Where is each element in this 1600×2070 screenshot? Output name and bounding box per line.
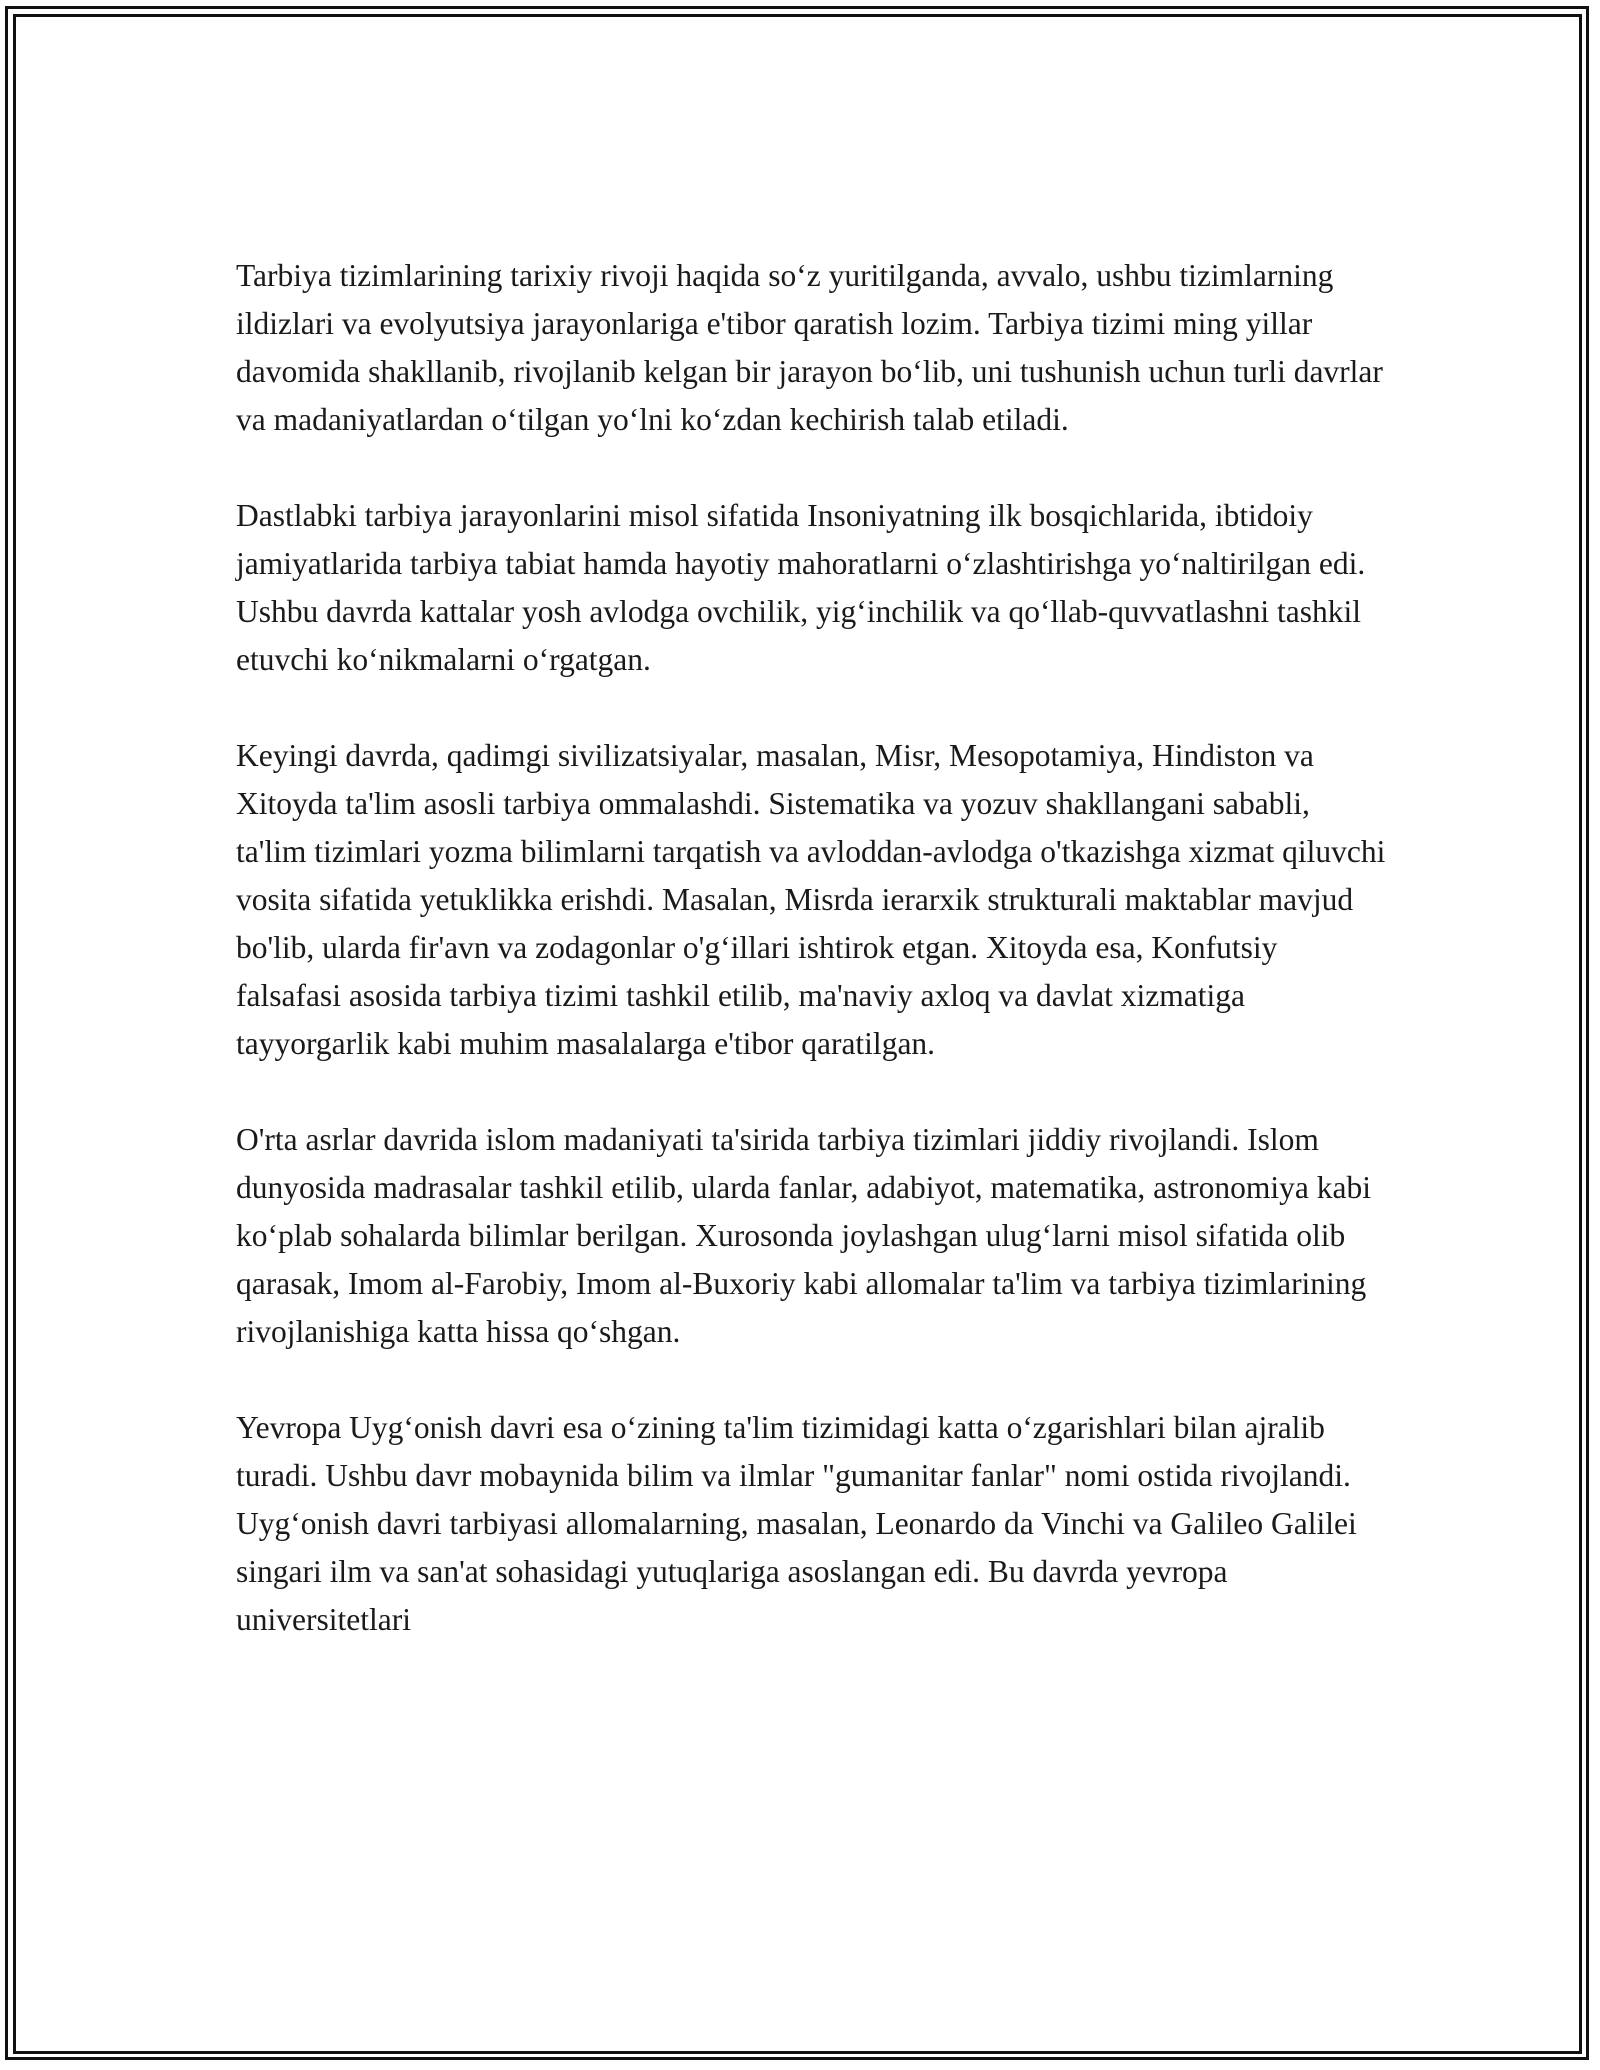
paragraph-2: Dastlabki tarbiya jarayonlarini misol sifatida Insoniyatning ilk bosqichlarida, ibtidoiy jamiyatlarida tarbiya tabiat hamda hayotiy mahoratlarni o‘zlashtirishga yo‘naltirilgan edi. Ushbu davrda kattalar yosh avlodga ovchilik, yig‘inchilik va qo‘llab-quvvatlashni tashkil etuvchi ko‘nikmalarni o‘rgatgan.	[236, 498, 1366, 677]
paragraph-5: Yevropa Uyg‘onish davri esa o‘zining ta'lim tizimidagi katta o‘zgarishlari bilan ajralib turadi. Ushbu davr mobaynida bilim va ilmlar "gumanitar fanlar" nomi ostida rivojlandi. Uyg‘onish davri tarbiyasi allomalarning, masalan, Leonardo da Vinchi va Galileo Galilei singari ilm va san'at sohasidagi yutuqlariga asoslangan edi. Bu davrda yevropa universitetlari	[236, 1410, 1357, 1637]
document-body	[236, 252, 1386, 1692]
paragraph-4: O'rta asrlar davrida islom madaniyati ta'sirida tarbiya tizimlari jiddiy rivojlandi. Islom dunyosida madrasalar tashkil etilib, ularda fanlar, adabiyot, matematika, astronomiya kabi ko‘plab sohalarda bilimlar berilgan. Xurosonda joylashgan ulug‘larni misol sifatida olib qarasak, Imom al-Farobiy, Imom al-Buxoriy kabi allomalar ta'lim va tarbiya tizimlarining rivojlanishiga katta hissa qo‘shgan.	[236, 1122, 1371, 1349]
paragraph-1: Tarbiya tizimlarining tarixiy rivoji haqida so‘z yuritilganda, avvalo, ushbu tizimlarning ildizlari va evolyutsiya jarayonlariga e'tibor qaratish lozim. Tarbiya tizimi ming yillar davomida shakllanib, rivojlanib kelgan bir jarayon bo‘lib, uni tushunish uchun turli davrlar va madaniyatlardan o‘tilgan yo‘lni ko‘zdan kechirish talab etiladi.	[236, 258, 1383, 437]
paragraph-3: Keyingi davrda, qadimgi sivilizatsiyalar, masalan, Misr, Mesopotamiya, Hindiston va Xitoyda ta'lim asosli tarbiya ommalashdi. Sistematika va yozuv shakllangani sababli, ta'lim tizimlari yozma bilimlarni tarqatish va avloddan-avlodga o'tkazishga xizmat qiluvchi vosita sifatida yetuklikka erishdi. Masalan, Misrda ierarxik strukturali maktablar mavjud bo'lib, ularda fir'avn va zodagonlar o'g‘illari ishtirok etgan. Xitoyda esa, Konfutsiy falsafasi asosida tarbiya tizimi tashkil etilib, ma'naviy axloq va davlat xizmatiga tayyorgarlik kabi muhim masalalarga e'tibor qaratilgan.	[236, 738, 1386, 1061]
